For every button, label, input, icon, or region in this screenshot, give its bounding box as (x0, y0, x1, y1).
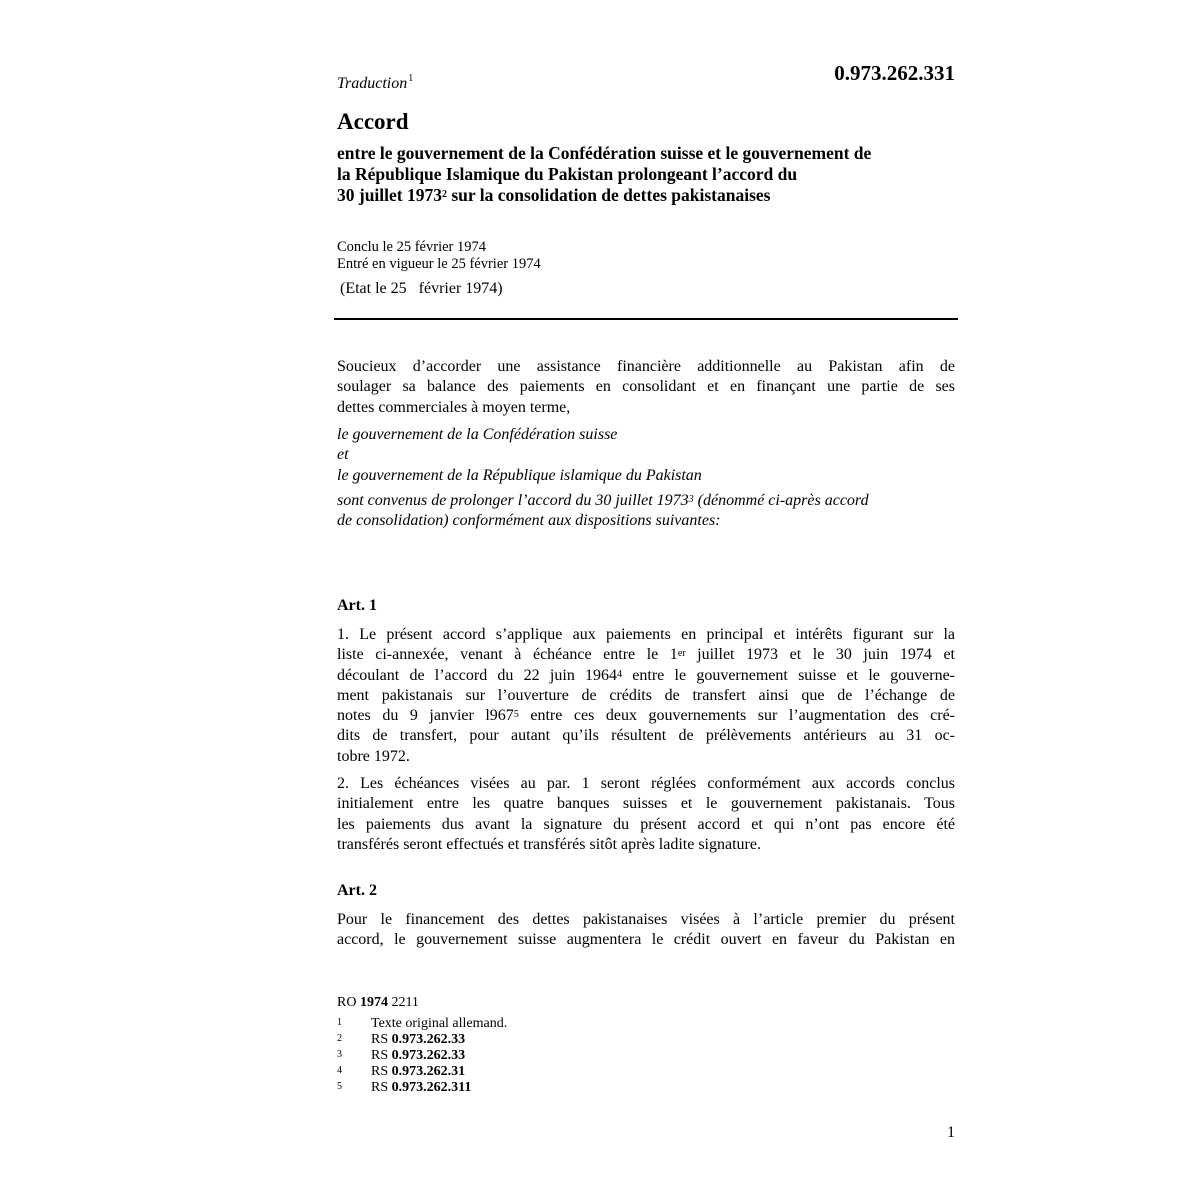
footnote: 5 RS 0.973.262.311 (337, 1080, 472, 1095)
footnotes (337, 1016, 507, 1096)
footnote: 2 RS 0.973.262.33 (337, 1032, 466, 1047)
party-pakistan: le gouvernement de la République islamique du Pakistan (337, 466, 702, 484)
article-2-paragraph: Pour le financement des dettes pakistanaises visées à l’article premier du présent accord, le gouvernement suisse augmentera le crédit ouvert en faveur du Pakistan en (337, 911, 955, 949)
footnote: 1 Texte original allemand. (337, 1016, 508, 1031)
concluded-date: Conclu le 25 février 1974 (337, 239, 486, 255)
page-number: 1 (947, 1124, 955, 1141)
header-divider (334, 318, 958, 320)
parties-block (337, 425, 955, 486)
translation-label: Traduction$^1$ (337, 73, 414, 92)
footnote-ref-1: 1 (408, 73, 414, 84)
preamble-paragraph: Soucieux d’accorder une assistance financière additionnelle au Pakistan afin de soulager sa balance des paiements en consolidant et en finançant une partie de ses dettes commerciales à moyen terme, (337, 358, 955, 416)
subtitle-line: la République Islamique du Pakistan prolongeant l’accord du (337, 164, 798, 184)
article-1-heading: Art. 1 (337, 597, 377, 614)
footnote: 4 RS 0.973.262.31 (337, 1064, 466, 1079)
status-date: (Etat le 25 février 1974) (340, 280, 503, 297)
subtitle-line: entre le gouvernement de la Confédération suisse et le gouvernement de (337, 143, 872, 163)
agreement-clause: sont convenus de prolonger l’accord du 30 juillet 1973$^3$ (dénommé ci-après accord de consolidation) conformément aux dispositions suivantes: (337, 492, 869, 530)
footnote-ref-3: 3 (688, 494, 694, 505)
article-2-heading: Art. 2 (337, 882, 377, 899)
official-compilation-ref: RO 1974 2211 (337, 995, 419, 1010)
article-1-paragraph-1: 1. Le présent accord s’applique aux paiements en principal et intérêts figurant sur la liste ci-annexée, venant à échéance entre le 1er juillet 1973 et le 30 juin 1974 et découlant de l’accord du 22 juin 1964$^4$ entre le gouvernement suisse et le gouverne- ment pakistanais sur l’ouverture de crédits de transfert ainsi que de l’échange de notes du 9 janvier $l967^5$ entre ces deux gouvernements sur l’augmentation des cré- dits de transfert, pour autant qu’ils résultent de prélèvements antérieurs au 31 oc- tobre 1972. (337, 626, 956, 765)
party-switzerland: le gouvernement de la Confédération suisse (337, 426, 618, 443)
footnote-ref-5: 5 (513, 709, 519, 721)
document-subtitle (337, 143, 962, 206)
document-dates (337, 239, 541, 273)
footnote: 3 RS 0.973.262.33 (337, 1048, 466, 1063)
document-title: Accord (337, 109, 409, 134)
footnote-ref-4: 4 (617, 668, 623, 680)
footnote-ref-2: 2 (442, 189, 447, 200)
article-1-paragraph-2: 2. Les échéances visées au par. 1 seront réglées conformément aux accords conclus initialement entre les quatre banques suisses et le gouvernement pakistanais. Tous les paiements dus avant la signature du présent accord et qui n’ont pas encore été transférés seront effectués et transférés sitôt après ladite signature. (337, 775, 955, 853)
party-conjunction: et (337, 446, 349, 464)
subtitle-line: 30 juillet 1973$^2$ sur la consolidation de dettes pakistanaises (337, 185, 771, 205)
entry-into-force-date: Entré en vigueur le 25 février 1974 (337, 256, 541, 272)
sr-number: 0.973.262.331 (834, 61, 955, 85)
